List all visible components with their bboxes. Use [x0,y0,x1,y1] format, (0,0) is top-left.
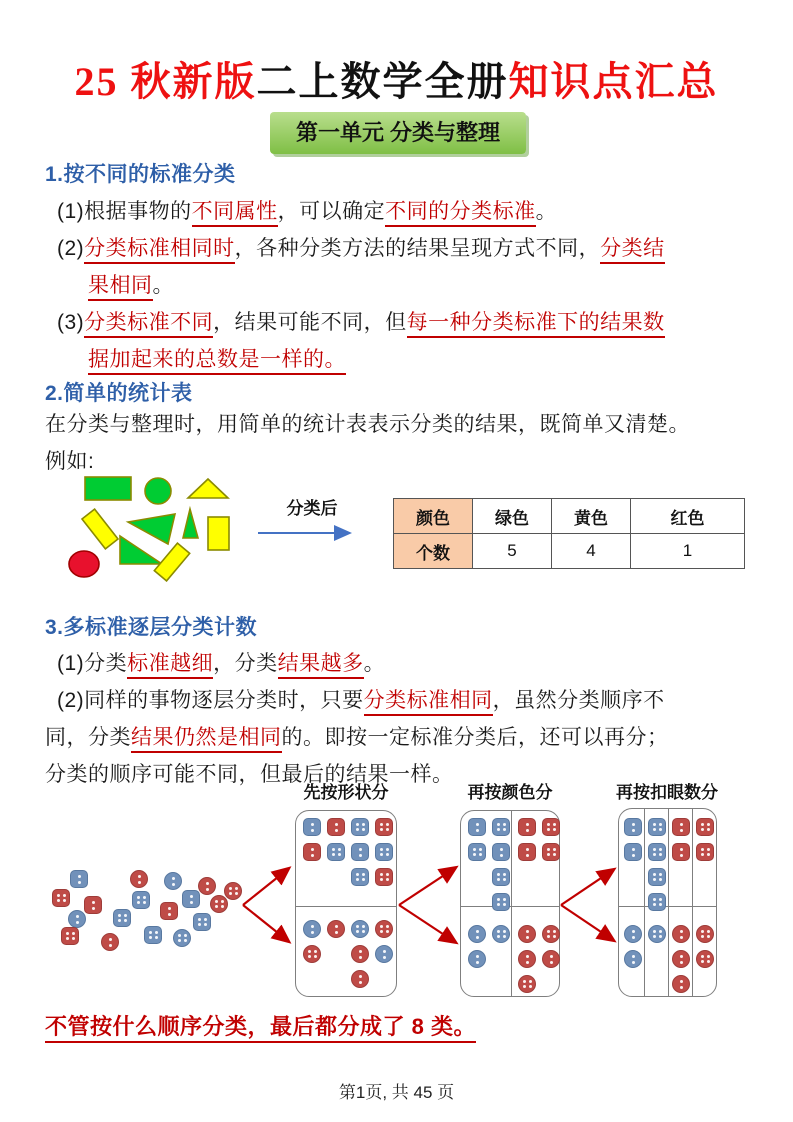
conclusion-line: 不管按什么顺序分类，最后都分成了 8 类。 [45,1012,476,1042]
button-circle-blue-2hole [303,920,321,938]
button-holes [328,844,344,860]
button-holes [352,946,368,962]
section2-heading: 2.简单的统计表 [45,382,193,405]
button-holes [352,921,368,937]
section3-item2-line1: (2)同样的事物逐层分类时，只要分类标准相同，虽然分类顺序不 [57,686,665,716]
button-square-red-2hole [84,896,102,914]
button-square-red-2hole [518,818,536,836]
button-square-red-4hole [542,818,560,836]
title-part-black: 二上数学全册 [256,59,509,104]
title-part-red-2: 知识点汇总 [508,59,719,104]
button-square-blue-2hole [468,818,486,836]
button-holes [493,819,509,835]
box-by-color [460,810,560,997]
button-holes [71,871,87,887]
button-holes [469,926,485,942]
button-square-blue-4hole [492,818,510,836]
button-square-blue-4hole [648,818,666,836]
button-square-blue-2hole [351,843,369,861]
button-square-blue-2hole [492,843,510,861]
button-circle-blue-4hole [351,920,369,938]
button-holes [697,819,713,835]
multilevel-figure [40,778,756,1002]
button-holes [194,914,210,930]
button-circle-red-4hole [224,882,242,900]
button-holes [493,844,509,860]
button-square-blue-4hole [113,909,131,927]
button-square-red-4hole [375,818,393,836]
button-holes [519,819,535,835]
button-holes [165,873,181,889]
button-square-red-2hole [327,818,345,836]
button-holes [519,844,535,860]
after-classification-label: 分类后 [286,499,338,518]
button-square-red-4hole [696,818,714,836]
button-square-blue-4hole [132,891,150,909]
button-holes [352,819,368,835]
table-cell-header: 绿色 [473,499,552,534]
button-holes [328,921,344,937]
button-holes [114,910,130,926]
button-holes [376,819,392,835]
label-by-color: 再按颜色分 [467,783,553,802]
button-square-red-4hole [375,868,393,886]
button-circle-blue-2hole [468,950,486,968]
button-circle-blue-2hole [624,925,642,943]
color-count-table [393,498,745,569]
button-circle-blue-2hole [468,925,486,943]
section2-paragraph: 在分类与整理时，用简单的统计表表示分类的结果，既简单又清楚。 [45,413,690,436]
button-holes [625,926,641,942]
button-square-red-4hole [542,843,560,861]
button-holes [519,951,535,967]
button-square-blue-4hole [351,818,369,836]
button-holes [625,819,641,835]
button-square-blue-4hole [193,913,211,931]
button-circle-red-2hole [130,870,148,888]
button-holes [352,844,368,860]
button-holes [697,844,713,860]
button-square-blue-4hole [144,926,162,944]
button-circle-red-2hole [672,925,690,943]
button-square-red-4hole [61,927,79,945]
button-circle-red-2hole [542,950,560,968]
button-holes [376,869,392,885]
table-cell-value: 4 [552,534,631,569]
button-square-blue-2hole [70,870,88,888]
button-holes [493,926,509,942]
page-number: 第1页, 共 45 页 [338,1083,455,1102]
button-circle-blue-4hole [492,925,510,943]
button-holes [328,819,344,835]
button-circle-red-2hole [351,945,369,963]
button-circle-red-2hole [101,933,119,951]
section1-item1: (1)根据事物的不同属性，可以确定不同的分类标准。 [57,197,557,227]
button-holes [304,946,320,962]
button-square-blue-4hole [648,868,666,886]
button-circle-blue-2hole [375,945,393,963]
button-holes [543,951,559,967]
section3-item2-line3: 分类的顺序可能不同，但最后的结果一样。 [45,763,454,786]
section3-item1: (1)分类标准越细，分类结果越多。 [57,649,385,679]
button-holes [133,892,149,908]
box-divider [461,906,559,907]
button-circle-red-2hole [518,925,536,943]
button-circle-red-4hole [542,925,560,943]
button-holes [53,890,69,906]
button-holes [145,927,161,943]
button-holes [649,926,665,942]
page-title [0,50,793,107]
button-holes [697,951,713,967]
button-holes [697,926,713,942]
button-circle-red-4hole [375,920,393,938]
section1-item3-line2: 据加起来的总数是一样的。 [88,345,346,375]
button-holes [376,921,392,937]
button-holes [625,844,641,860]
button-holes [673,926,689,942]
button-square-red-2hole [672,818,690,836]
button-holes [376,946,392,962]
button-holes [376,844,392,860]
button-holes [649,844,665,860]
button-square-red-4hole [52,889,70,907]
title-part-red-1: 25 秋新版 [74,59,257,104]
button-circle-blue-2hole [624,950,642,968]
button-square-blue-4hole [648,843,666,861]
button-holes [225,883,241,899]
button-square-blue-2hole [624,843,642,861]
box-divider [644,809,645,996]
button-holes [493,894,509,910]
button-holes [69,911,85,927]
button-holes [161,903,177,919]
shapes-cluster [40,470,260,582]
shape-red-ellipse [69,551,99,577]
unit-banner: 第一单元 分类与整理 [270,112,526,154]
box-divider [511,811,512,996]
button-holes [102,934,118,950]
button-holes [469,844,485,860]
shape-green-poly [120,536,162,564]
section3-item2-line2: 同，分类结果仍然是相同的。即按一定标准分类后，还可以再分； [45,723,669,753]
button-holes [649,894,665,910]
button-square-red-2hole [303,843,321,861]
label-by-shape: 先按形状分 [303,783,389,802]
button-holes [673,819,689,835]
button-circle-red-4hole [303,945,321,963]
section3-heading: 3.多标准逐层分类计数 [45,616,258,639]
button-square-blue-4hole [468,843,486,861]
button-holes [543,926,559,942]
button-square-blue-4hole [351,868,369,886]
button-holes [519,976,535,992]
button-holes [469,819,485,835]
statistics-figure [40,470,753,595]
button-square-blue-4hole [375,843,393,861]
button-holes [131,871,147,887]
table-cell-value: 1 [631,534,745,569]
table-cell-header: 黄色 [552,499,631,534]
shape-yellow-rect [208,517,229,550]
table-cell-header: 颜色 [394,499,473,534]
button-holes [62,928,78,944]
button-square-blue-2hole [624,818,642,836]
box-by-shape [295,810,397,997]
button-holes [304,819,320,835]
button-square-red-4hole [696,843,714,861]
button-circle-red-2hole [351,970,369,988]
shape-green-rect [85,477,131,500]
shape-yellow-rect [82,509,118,549]
button-holes [352,869,368,885]
button-square-blue-4hole [492,868,510,886]
button-holes [469,951,485,967]
button-holes [304,921,320,937]
button-circle-red-4hole [696,950,714,968]
button-holes [304,844,320,860]
button-circle-red-2hole [327,920,345,938]
box-divider [668,809,669,996]
button-circle-red-4hole [518,975,536,993]
button-circle-blue-4hole [173,929,191,947]
table-cell-value: 5 [473,534,552,569]
button-square-blue-4hole [648,893,666,911]
box-by-holes [618,808,717,997]
shape-green-circle [145,478,171,504]
button-holes [183,891,199,907]
shape-yellow-poly [188,479,228,498]
button-square-red-2hole [160,902,178,920]
section1-item2-line2: 果相同。 [88,271,174,301]
box-divider [692,809,693,996]
shape-green-poly [183,509,198,538]
button-circle-red-2hole [672,975,690,993]
button-square-red-2hole [518,843,536,861]
button-circle-blue-2hole [164,872,182,890]
button-holes [625,951,641,967]
button-circle-blue-4hole [648,925,666,943]
button-square-blue-2hole [182,890,200,908]
table-cell-header: 红色 [631,499,745,534]
button-holes [199,878,215,894]
section1-heading: 1.按不同的标准分类 [45,163,236,186]
section1-item3-line1: (3)分类标准不同，结果可能不同，但每一种分类标准下的结果数 [57,308,665,338]
button-holes [352,971,368,987]
button-holes [649,819,665,835]
button-circle-red-2hole [672,950,690,968]
button-holes [493,869,509,885]
button-holes [543,844,559,860]
button-holes [649,869,665,885]
button-circle-red-4hole [696,925,714,943]
table-row [394,499,745,534]
button-square-blue-2hole [303,818,321,836]
button-holes [673,976,689,992]
box-divider [296,906,396,907]
button-holes [519,926,535,942]
button-holes [85,897,101,913]
shape-green-poly [128,514,175,544]
button-circle-red-2hole [518,950,536,968]
label-by-holes: 再按扣眼数分 [616,783,718,802]
button-square-red-2hole [672,843,690,861]
section2-example-label: 例如: [45,450,95,473]
button-circle-blue-2hole [68,910,86,928]
button-square-blue-4hole [492,893,510,911]
button-square-blue-4hole [327,843,345,861]
button-holes [673,951,689,967]
table-row [394,534,745,569]
button-holes [543,819,559,835]
table-cell-header: 个数 [394,534,473,569]
button-holes [673,844,689,860]
button-holes [174,930,190,946]
button-circle-red-2hole [198,877,216,895]
section1-item2-line1: (2)分类标准相同时，各种分类方法的结果呈现方式不同，分类结 [57,234,665,264]
